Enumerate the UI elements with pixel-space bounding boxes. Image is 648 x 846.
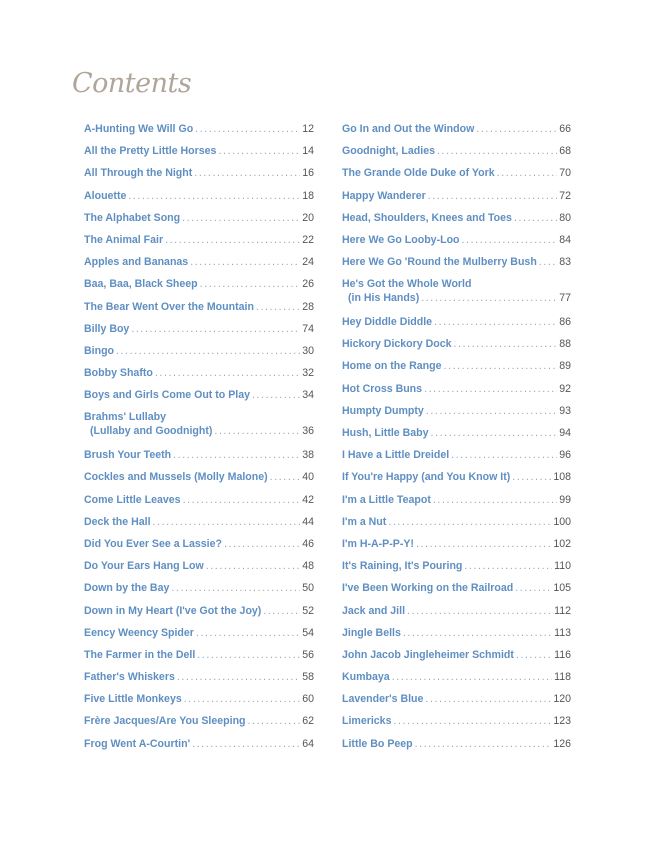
toc-column-right bbox=[342, 122, 571, 759]
entry-title: Down by the Bay bbox=[84, 582, 170, 595]
dot-leader bbox=[153, 515, 301, 529]
toc-entry[interactable] bbox=[84, 493, 314, 515]
entry-title: It's Raining, It's Pouring bbox=[342, 560, 463, 573]
toc-entry[interactable] bbox=[342, 277, 571, 315]
dot-leader bbox=[224, 537, 300, 551]
entry-page-number: 100 bbox=[553, 515, 571, 528]
entry-page-number: 32 bbox=[302, 367, 314, 380]
entry-title: Five Little Monkeys bbox=[84, 693, 182, 706]
entry-title: Hush, Little Baby bbox=[342, 427, 429, 440]
dot-leader bbox=[218, 144, 300, 158]
dot-leader bbox=[431, 426, 558, 440]
entry-title: The Alphabet Song bbox=[84, 211, 181, 224]
toc-entry[interactable] bbox=[342, 404, 571, 426]
entry-page-number: 68 bbox=[559, 145, 571, 158]
dot-leader bbox=[194, 166, 300, 180]
entry-page-number: 105 bbox=[553, 582, 571, 595]
entry-title: If You're Happy (and You Know It) bbox=[342, 471, 511, 484]
toc-entry[interactable] bbox=[84, 166, 314, 188]
entry-page-number: 24 bbox=[302, 256, 314, 269]
dot-leader bbox=[433, 493, 557, 507]
toc-entry[interactable] bbox=[342, 670, 571, 692]
entry-title: Here We Go 'Round the Mulberry Bush bbox=[342, 256, 537, 269]
toc-entry[interactable] bbox=[342, 470, 571, 492]
toc-entry[interactable] bbox=[84, 559, 314, 581]
entry-page-number: 42 bbox=[302, 493, 314, 506]
toc-entry[interactable] bbox=[342, 359, 571, 381]
toc-entry[interactable] bbox=[342, 255, 571, 277]
toc-entry[interactable] bbox=[84, 211, 314, 233]
entry-title: I Have a Little Dreidel bbox=[342, 449, 450, 462]
entry-page-number: 22 bbox=[302, 233, 314, 246]
toc-entry[interactable] bbox=[84, 448, 314, 470]
toc-entry[interactable] bbox=[342, 626, 571, 648]
toc-entry[interactable] bbox=[342, 515, 571, 537]
entry-title: Bobby Shafto bbox=[84, 367, 153, 380]
entry-page-number: 20 bbox=[302, 211, 314, 224]
entry-title: Cockles and Mussels (Molly Malone) bbox=[84, 471, 268, 484]
entry-page-number: 94 bbox=[559, 427, 571, 440]
dot-leader bbox=[421, 291, 557, 305]
dot-leader bbox=[454, 337, 558, 351]
dot-leader bbox=[403, 626, 552, 640]
entry-title: Eency Weency Spider bbox=[84, 626, 194, 639]
entry-title: I've Been Working on the Railroad bbox=[342, 582, 514, 595]
entry-title: The Animal Fair bbox=[84, 233, 164, 246]
entry-title: Head, Shoulders, Knees and Toes bbox=[342, 211, 512, 224]
dot-leader bbox=[516, 648, 552, 662]
entry-title: Happy Wanderer bbox=[342, 189, 426, 202]
entry-page-number: 110 bbox=[554, 560, 571, 573]
entry-title: Do Your Ears Hang Low bbox=[84, 560, 204, 573]
toc-entry[interactable] bbox=[84, 144, 314, 166]
entry-page-number: 77 bbox=[559, 292, 571, 305]
toc-entry[interactable] bbox=[84, 670, 314, 692]
toc-entry[interactable] bbox=[342, 315, 571, 337]
toc-entry[interactable] bbox=[342, 144, 571, 166]
entry-title: The Grande Olde Duke of York bbox=[342, 167, 495, 180]
entry-page-number: 12 bbox=[302, 123, 314, 135]
dot-leader bbox=[476, 122, 557, 136]
toc-entry[interactable] bbox=[84, 322, 314, 344]
entry-title: I'm a Nut bbox=[342, 515, 387, 528]
entry-page-number: 54 bbox=[302, 626, 314, 639]
dot-leader bbox=[248, 714, 301, 728]
dot-leader bbox=[270, 470, 301, 484]
entry-page-number: 28 bbox=[302, 300, 314, 313]
entry-page-number: 72 bbox=[559, 189, 571, 202]
entry-page-number: 48 bbox=[302, 560, 314, 573]
entry-page-number: 113 bbox=[554, 626, 571, 639]
dot-leader bbox=[165, 233, 300, 247]
toc-entry[interactable] bbox=[342, 189, 571, 211]
entry-title: Come Little Leaves bbox=[84, 493, 181, 506]
toc-entry[interactable] bbox=[84, 648, 314, 670]
toc-entry[interactable] bbox=[84, 737, 314, 759]
entry-title: Jack and Jill bbox=[342, 604, 406, 617]
entry-title: Jingle Bells bbox=[342, 626, 401, 639]
entry-page-number: 120 bbox=[553, 693, 571, 706]
dot-leader bbox=[177, 670, 300, 684]
toc-entry[interactable] bbox=[84, 604, 314, 626]
entry-page-number: 60 bbox=[302, 693, 314, 706]
dot-leader bbox=[192, 737, 300, 751]
dot-leader bbox=[256, 300, 300, 314]
dot-leader bbox=[464, 559, 552, 573]
entry-title: Alouette bbox=[84, 189, 127, 202]
toc-entry[interactable] bbox=[84, 537, 314, 559]
dot-leader bbox=[184, 692, 300, 706]
entry-page-number: 66 bbox=[559, 123, 571, 135]
dot-leader bbox=[116, 344, 300, 358]
dot-leader bbox=[252, 388, 300, 402]
entry-page-number: 40 bbox=[302, 471, 314, 484]
entry-page-number: 18 bbox=[302, 189, 314, 202]
toc-entry[interactable] bbox=[342, 166, 571, 188]
entry-title: John Jacob Jingleheimer Schmidt bbox=[342, 648, 514, 661]
entry-title: Lavender's Blue bbox=[342, 693, 424, 706]
entry-title: Hey Diddle Diddle bbox=[342, 316, 433, 329]
entry-title: The Farmer in the Dell bbox=[84, 648, 196, 661]
entry-page-number: 84 bbox=[559, 233, 571, 246]
entry-page-number: 38 bbox=[302, 449, 314, 462]
dot-leader bbox=[515, 581, 551, 595]
dot-leader bbox=[190, 255, 300, 269]
entry-title: Down in My Heart (I've Got the Joy) bbox=[84, 604, 262, 617]
dot-leader bbox=[407, 604, 552, 618]
dot-leader bbox=[183, 493, 301, 507]
toc-entry[interactable] bbox=[84, 714, 314, 736]
entry-page-number: 80 bbox=[559, 211, 571, 224]
dot-leader bbox=[497, 166, 558, 180]
dot-leader bbox=[197, 648, 300, 662]
entry-page-number: 62 bbox=[302, 715, 314, 728]
toc-entry[interactable] bbox=[84, 470, 314, 492]
entry-page-number: 93 bbox=[559, 404, 571, 417]
entry-page-number: 30 bbox=[302, 344, 314, 357]
entry-title: Brush Your Teeth bbox=[84, 449, 172, 462]
toc-entry[interactable] bbox=[342, 211, 571, 233]
entry-title: Hot Cross Buns bbox=[342, 382, 423, 395]
entry-title: Did You Ever See a Lassie? bbox=[84, 537, 222, 550]
dot-leader bbox=[437, 144, 557, 158]
entry-page-number: 112 bbox=[554, 604, 571, 617]
entry-title: Baa, Baa, Black Sheep bbox=[84, 278, 198, 291]
dot-leader bbox=[443, 359, 557, 373]
entry-title: Apples and Bananas bbox=[84, 256, 189, 269]
dot-leader bbox=[462, 233, 558, 247]
entry-title: Humpty Dumpty bbox=[342, 404, 424, 417]
toc-entry[interactable] bbox=[84, 366, 314, 388]
entry-page-number: 89 bbox=[559, 360, 571, 373]
dot-leader bbox=[434, 315, 557, 329]
entry-title: Goodnight, Ladies bbox=[342, 145, 435, 158]
dot-leader bbox=[128, 189, 300, 203]
dot-leader bbox=[131, 322, 300, 336]
entry-title: Father's Whiskers bbox=[84, 671, 175, 684]
dot-leader bbox=[173, 448, 300, 462]
entry-page-number: 50 bbox=[302, 582, 314, 595]
dot-leader bbox=[424, 382, 557, 396]
entry-title: (Lullaby and Goodnight) bbox=[90, 425, 213, 438]
toc-entry[interactable] bbox=[342, 559, 571, 581]
toc-entry[interactable] bbox=[84, 581, 314, 603]
entry-page-number: 64 bbox=[302, 737, 314, 750]
toc-entry[interactable] bbox=[84, 189, 314, 211]
entry-title: Here We Go Looby-Loo bbox=[342, 233, 460, 246]
entry-page-number: 92 bbox=[559, 382, 571, 395]
dot-leader bbox=[392, 670, 552, 684]
entry-page-number: 46 bbox=[302, 537, 314, 550]
dot-leader bbox=[182, 211, 300, 225]
entry-page-number: 126 bbox=[553, 737, 571, 750]
toc-entry[interactable] bbox=[342, 714, 571, 736]
toc-entry[interactable] bbox=[342, 692, 571, 714]
toc-entry[interactable] bbox=[342, 337, 571, 359]
toc-entry[interactable] bbox=[342, 604, 571, 626]
entry-page-number: 99 bbox=[559, 493, 571, 506]
dot-leader bbox=[171, 581, 300, 595]
entry-title: He's Got the Whole World bbox=[342, 278, 472, 291]
entry-title: Boys and Girls Come Out to Play bbox=[84, 389, 251, 402]
dot-leader bbox=[206, 559, 301, 573]
toc-entry[interactable] bbox=[84, 255, 314, 277]
toc-entry[interactable] bbox=[84, 233, 314, 255]
dot-leader bbox=[155, 366, 300, 380]
dot-leader bbox=[415, 737, 552, 751]
dot-leader bbox=[388, 515, 551, 529]
entry-page-number: 58 bbox=[302, 671, 314, 684]
dot-leader bbox=[263, 604, 300, 618]
dot-leader bbox=[195, 122, 300, 136]
entry-title: Frère Jacques/Are You Sleeping bbox=[84, 715, 246, 728]
toc-entry[interactable] bbox=[84, 277, 314, 299]
toc-entry[interactable] bbox=[342, 233, 571, 255]
entry-title: Frog Went A-Courtin' bbox=[84, 737, 191, 750]
dot-leader bbox=[426, 404, 557, 418]
dot-leader bbox=[196, 626, 300, 640]
entry-title: Bingo bbox=[84, 344, 115, 357]
entry-title: Limericks bbox=[342, 715, 392, 728]
entry-page-number: 74 bbox=[302, 322, 314, 335]
toc-entry[interactable] bbox=[84, 122, 314, 144]
dot-leader bbox=[512, 470, 551, 484]
contents-heading: Contents bbox=[72, 68, 192, 99]
entry-page-number: 123 bbox=[553, 715, 571, 728]
toc-entry[interactable] bbox=[84, 388, 314, 410]
entry-title: Go In and Out the Window bbox=[342, 123, 475, 135]
entry-title: I'm a Little Teapot bbox=[342, 493, 431, 506]
entry-page-number: 16 bbox=[302, 167, 314, 180]
entry-title: A-Hunting We Will Go bbox=[84, 123, 194, 135]
entry-page-number: 56 bbox=[302, 648, 314, 661]
toc-entry[interactable] bbox=[342, 382, 571, 404]
entry-title: Deck the Hall bbox=[84, 515, 151, 528]
toc-entry[interactable] bbox=[84, 692, 314, 714]
dot-leader bbox=[200, 277, 301, 291]
toc-entry[interactable] bbox=[84, 515, 314, 537]
toc-entry[interactable] bbox=[84, 626, 314, 648]
entry-page-number: 102 bbox=[553, 537, 571, 550]
entry-title: The Bear Went Over the Mountain bbox=[84, 300, 254, 313]
entry-page-number: 88 bbox=[559, 338, 571, 351]
toc-entry[interactable] bbox=[342, 737, 571, 759]
toc-entry[interactable] bbox=[342, 537, 571, 559]
dot-leader bbox=[428, 189, 557, 203]
dot-leader bbox=[393, 714, 551, 728]
entry-title: All the Pretty Little Horses bbox=[84, 145, 217, 158]
entry-title: Little Bo Peep bbox=[342, 737, 413, 750]
toc-entry[interactable] bbox=[342, 448, 571, 470]
entry-page-number: 36 bbox=[302, 425, 314, 438]
entry-title: Home on the Range bbox=[342, 360, 442, 373]
entry-page-number: 118 bbox=[554, 671, 571, 684]
toc-entry[interactable] bbox=[84, 410, 314, 448]
entry-page-number: 70 bbox=[559, 167, 571, 180]
entry-title: Kumbaya bbox=[342, 671, 390, 684]
entry-page-number: 44 bbox=[302, 515, 314, 528]
dot-leader bbox=[214, 424, 300, 438]
entry-page-number: 108 bbox=[553, 471, 571, 484]
entry-page-number: 26 bbox=[302, 278, 314, 291]
dot-leader bbox=[425, 692, 551, 706]
toc-entry[interactable] bbox=[342, 122, 571, 144]
entry-page-number: 34 bbox=[302, 389, 314, 402]
toc-entry[interactable] bbox=[342, 493, 571, 515]
toc-entry[interactable] bbox=[84, 300, 314, 322]
entry-page-number: 116 bbox=[554, 648, 571, 661]
entry-title: All Through the Night bbox=[84, 167, 193, 180]
entry-title: Brahms' Lullaby bbox=[84, 411, 166, 424]
toc-column-left bbox=[84, 122, 314, 759]
dot-leader bbox=[539, 255, 557, 269]
toc-entry[interactable] bbox=[84, 344, 314, 366]
entry-title: Hickory Dickory Dock bbox=[342, 338, 452, 351]
entry-title: I'm H-A-P-P-Y! bbox=[342, 537, 414, 550]
dot-leader bbox=[416, 537, 551, 551]
toc-entry[interactable] bbox=[342, 581, 571, 603]
toc-entry[interactable] bbox=[342, 426, 571, 448]
dot-leader bbox=[514, 211, 557, 225]
dot-leader bbox=[451, 448, 557, 462]
toc-entry[interactable] bbox=[342, 648, 571, 670]
entry-page-number: 14 bbox=[302, 145, 314, 158]
entry-title: Billy Boy bbox=[84, 322, 130, 335]
entry-page-number: 83 bbox=[559, 256, 571, 269]
entry-page-number: 86 bbox=[559, 316, 571, 329]
entry-page-number: 96 bbox=[559, 449, 571, 462]
entry-title: (in His Hands) bbox=[348, 292, 420, 305]
entry-page-number: 52 bbox=[302, 604, 314, 617]
